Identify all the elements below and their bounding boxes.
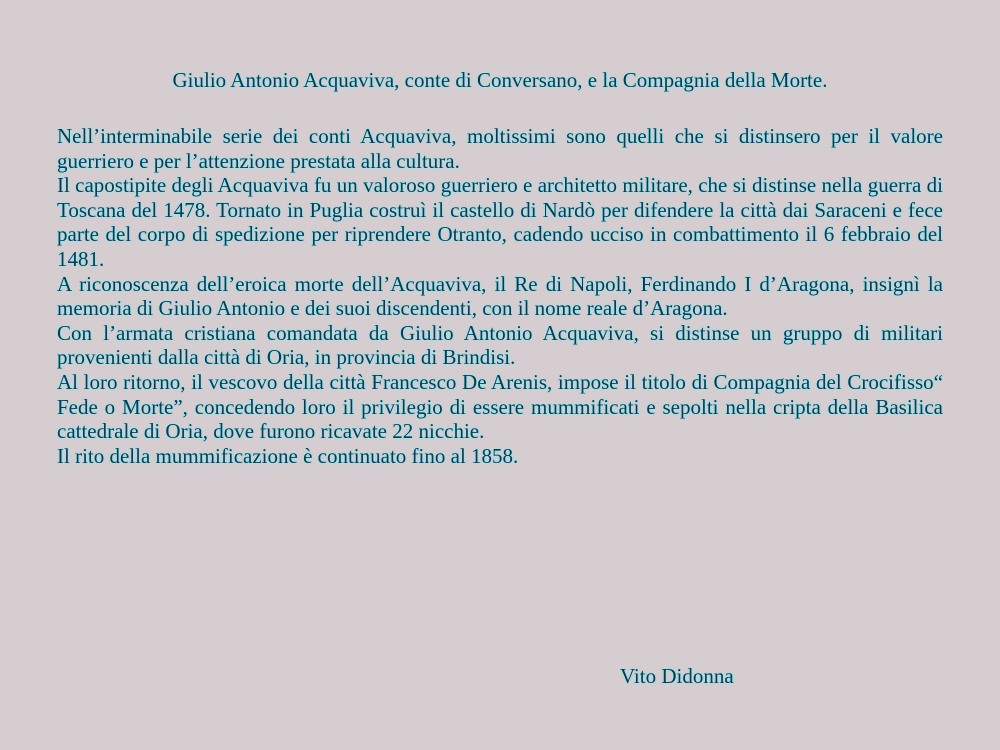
paragraph-2: Il capostipite degli Acquaviva fu un valoroso guerriero e architetto militare, che si distinse nella guerra di Toscana del 1478. Tornato in Puglia costruì il castello di Nardò per difendere la città dai Saraceni e fece parte del corpo di spedizione per riprendere Otranto, cadendo ucciso in combattimento il 6 febbraio del 1481. [57, 173, 943, 271]
paragraph-5: Al loro ritorno, il vescovo della città Francesco De Arenis, impose il titolo di Compagnia del Crocifisso“ Fede o Morte”, concedendo loro il privilegio di essere mummificati e sepolti nella cripta della Basilica cattedrale di Oria, dove furono ricavate 22 nicchie. [57, 369, 943, 444]
document-title: Giulio Antonio Acquaviva, conte di Conversano, e la Compagnia della Morte. [172, 68, 828, 92]
document-body [57, 124, 943, 468]
paragraph-3: A riconoscenza dell’eroica morte dell’Acquaviva, il Re di Napoli, Ferdinando I d’Aragona, insignì la memoria di Giulio Antonio e dei suoi discendenti, con il nome reale d’Aragona. [57, 271, 943, 321]
paragraph-1: Nell’interminabile serie dei conti Acquaviva, moltissimi sono quelli che si distinsero per il valore guerriero e per l’attenzione prestata alla cultura. [57, 124, 943, 173]
paragraph-4: Con l’armata cristiana comandata da Giulio Antonio Acquaviva, si distinse un gruppo di militari provenienti dalla città di Oria, in provincia di Brindisi. [57, 320, 943, 370]
paragraph-6: Il rito della mummificazione è continuato fino al 1858. [57, 443, 519, 468]
author-signature: Vito Didonna [620, 664, 734, 688]
